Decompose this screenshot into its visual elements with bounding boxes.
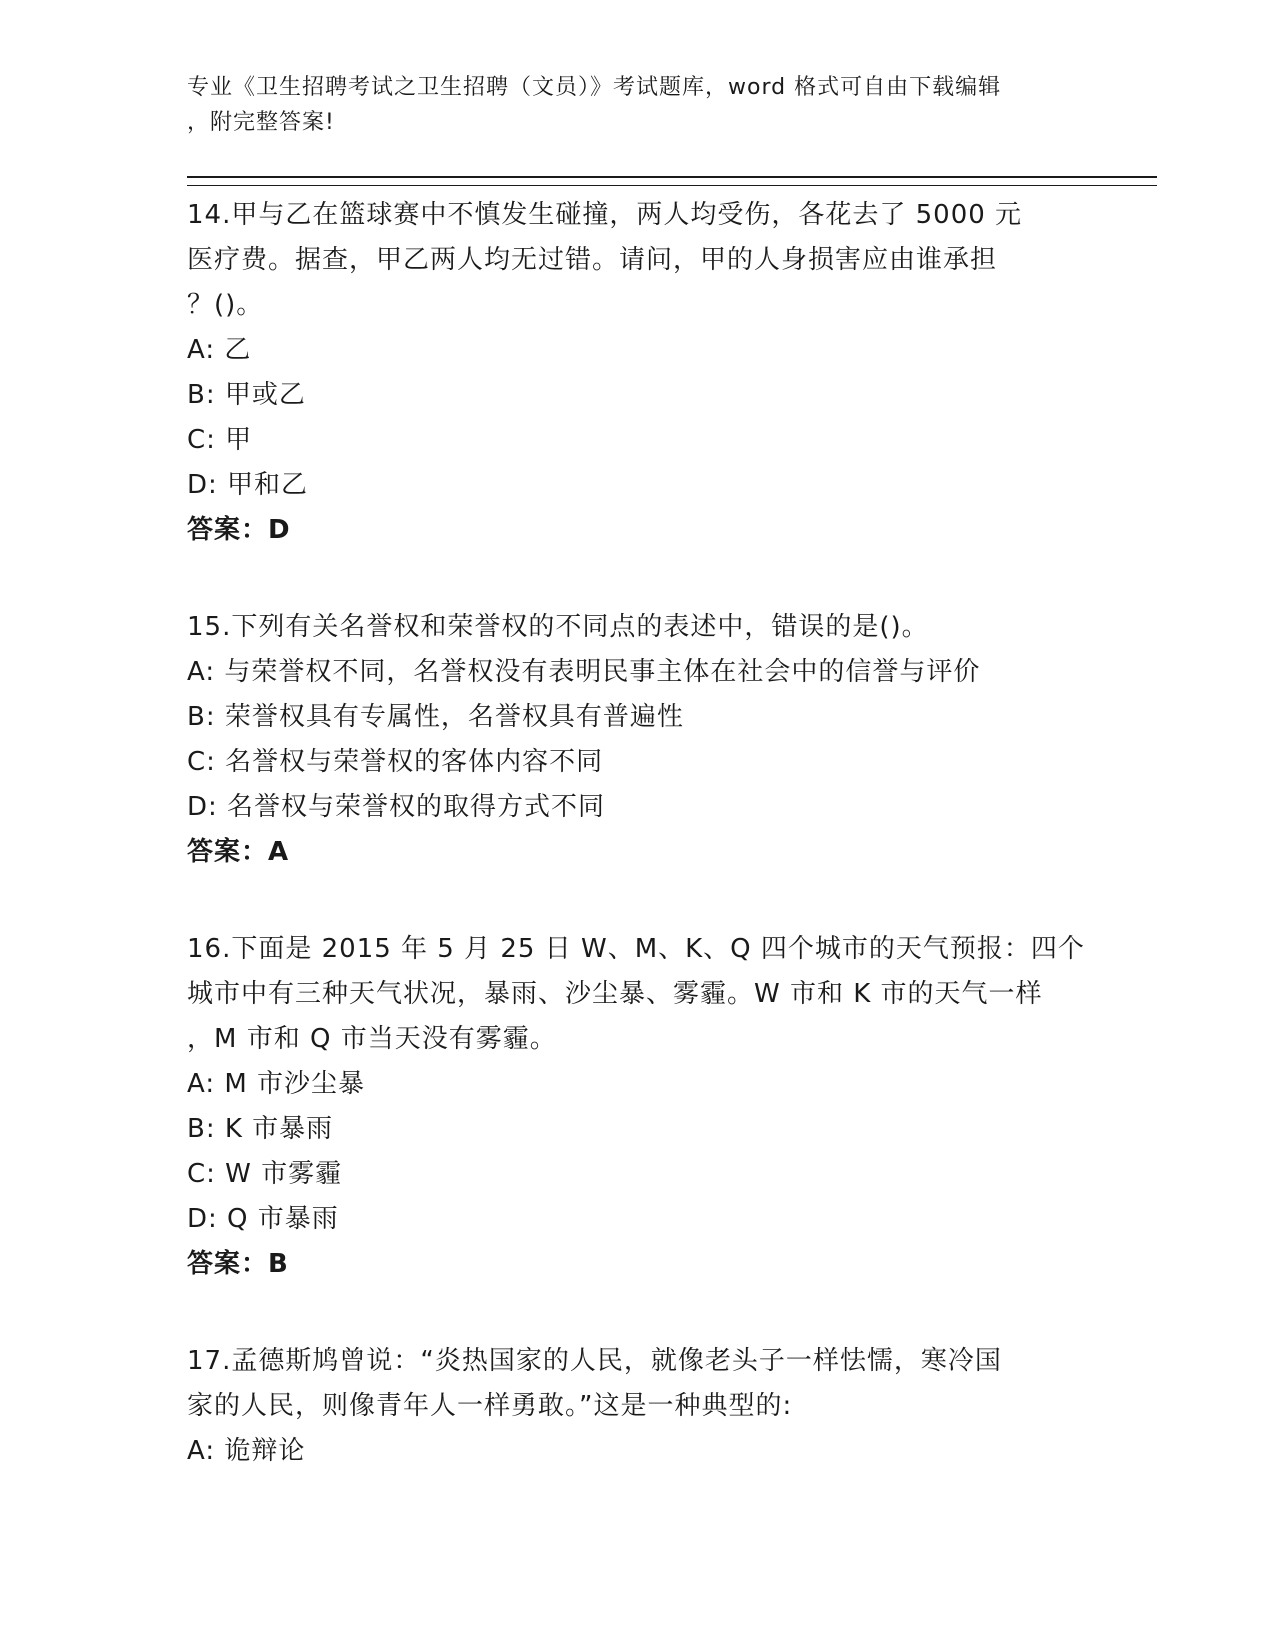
- document-page: [187, 70, 1157, 1526]
- document-header: [187, 70, 1067, 140]
- header-divider: [187, 176, 1157, 186]
- question-list: [187, 193, 1157, 1474]
- answer-label: 答案：A: [187, 837, 290, 867]
- option-a: A: 乙: [187, 335, 252, 365]
- option-b: B: K 市暴雨: [187, 1114, 334, 1144]
- header-line-1: 专业《卫生招聘考试之卫生招聘（文员）》考试题库，word 格式可自由下载编辑: [187, 75, 1002, 100]
- question-14: [187, 193, 1157, 553]
- question-16: [187, 927, 1157, 1287]
- question-text-line: 城市中有三种天气状况，暴雨、沙尘暴、雾霾。W 市和 K 市的天气一样: [187, 979, 1043, 1009]
- question-text-line: 14.甲与乙在篮球赛中不慎发生碰撞，两人均受伤，各花去了 5000 元: [187, 200, 1023, 230]
- option-d: D: 名誉权与荣誉权的取得方式不同: [187, 792, 606, 822]
- question-17: [187, 1339, 1157, 1474]
- question-text-line: ，M 市和 Q 市当天没有雾霾。: [187, 1024, 557, 1054]
- option-a: A: 与荣誉权不同，名誉权没有表明民事主体在社会中的信誉与评价: [187, 657, 981, 687]
- option-a: A: M 市沙尘暴: [187, 1069, 366, 1099]
- header-line-2: ，附完整答案!: [187, 110, 335, 135]
- option-c: C: 名誉权与荣誉权的客体内容不同: [187, 747, 604, 777]
- question-text-line: 医疗费。据查，甲乙两人均无过错。请问，甲的人身损害应由谁承担: [187, 245, 998, 275]
- option-b: B: 荣誉权具有专属性，名誉权具有普遍性: [187, 702, 684, 732]
- answer-label: 答案：B: [187, 1249, 289, 1279]
- option-a: A: 诡辩论: [187, 1436, 306, 1466]
- option-d: D: 甲和乙: [187, 470, 309, 500]
- question-text-line: ？()。: [187, 290, 264, 320]
- answer-label: 答案：D: [187, 515, 291, 545]
- question-text-line: 家的人民，则像青年人一样勇敢。”这是一种典型的:: [187, 1391, 793, 1421]
- option-d: D: Q 市暴雨: [187, 1204, 339, 1234]
- question-15: [187, 605, 1157, 875]
- option-c: C: 甲: [187, 425, 253, 455]
- question-text-line: 17.孟德斯鸠曾说：“炎热国家的人民，就像老头子一样怯懦，寒冷国: [187, 1346, 1002, 1376]
- option-c: C: W 市雾霾: [187, 1159, 343, 1189]
- question-text-line: 16.下面是 2015 年 5 月 25 日 W、M、K、Q 四个城市的天气预报：四个: [187, 934, 1085, 964]
- option-b: B: 甲或乙: [187, 380, 306, 410]
- question-text-line: 15.下列有关名誉权和荣誉权的不同点的表述中，错误的是()。: [187, 612, 929, 642]
